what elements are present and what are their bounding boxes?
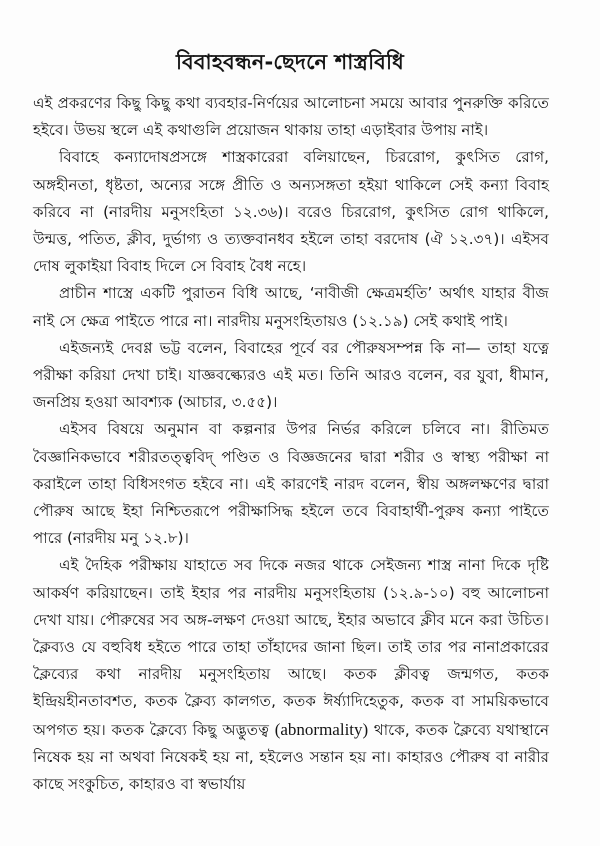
chapter-title: বিবাহবন্ধন-ছেদনে শাস্ত্রবিধি bbox=[175, 50, 405, 75]
paragraph-2: বিবাহে কন্যাদোষপ্রসঙ্গে শাস্ত্রকারেরা বলিয়াছেন, চিররোগ, কুৎসিত রোগ, অঙ্গহীনতা, ধৃষ্টতা, অন্যের সঙ্গে প্রীতি ও অন্যসঙ্গতা হইয়া থাকিলে সেই কন্যা বিবাহ করিবে না (নারদীয় মনুসংহিতা ১২.৩৬)। বরেও চিররোগ, কুৎসিত রোগ থাকিলে, উন্মত্ত, পতিত, ক্লীব, দুর্ভাগ্য ও ত্যক্তবানধব হইলে তাহা বরদোষ (ঐ ১২.৩৭)। এইসব দোষ লুকাইয়া বিবাহ দিলে সে বিবাহ বৈধ নহে। bbox=[33, 148, 549, 276]
paragraph-6-text-end: থাকে, কতক ক্লৈব্যে যথাস্থানে নিষেক হয় না অথবা নিষেকই হয় না, হইলেও সন্তান হয় না। কাহারও পৌরুষ বা নারীর কাছে সংকুচিত, কাহারও বা স্বভার্যায় bbox=[33, 720, 550, 794]
paragraph-1: এই প্রকরণের কিছু কিছু কথা ব্যবহার-নির্ণয়ের আলোচনা সময়ে আবার পুনরুক্তি করিতে হইবে। উভয় স্থলে এই কথাগুলি প্রয়োজন থাকায় তাহা এড়াইবার উপায় নাই। bbox=[33, 94, 549, 140]
paragraph-6-text-start: এই দৈহিক পরীক্ষায় যাহাতে সব দিকে নজর থাকে সেইজন্য শাস্ত্র নানা দিকে দৃষ্টি আকর্ষণ করিয়াছেন। তাই ইহার পর নারদীয় মনুসংহিতায় (১২.৯-১০) বহু আলোচনা দেখা যায়। পৌরুষের সব অঙ্গ-লক্ষণ দেওয়া আছে, ইহার অভাবে ক্লীব মনে করা উচিত। ক্লৈব্যও যে বহুবিধ হইতে পারে তাহা তাঁহাদের জানা ছিল। তাই তার পর নানাপ্রকারের ক্লৈব্যের কথা নারদীয় মনুসংহিতায় আছে। কতক ক্লীবত্ব জন্মগত, কতক ইন্দ্রিয়হীনতাবশত, কতক ক্লৈব্য কালগত, কতক ঈর্ষ্যাদিহেতুক, কতক বা সাময়িকভাবে অপগত হয়। কতক ক্লৈব্যে কিছু অদ্ভুতত্ব bbox=[33, 556, 549, 739]
paragraph-4: এইজন্যই দেবণ্ণ ভট্ট বলেন, বিবাহের পূর্বে বর পৌরুষসম্পন্ন কি না— তাহা যত্নে পরীক্ষা করিয়া দেখা চাই। যাজ্ঞবল্ক্যেরও এই মত। তিনি আরও বলেন, বর যুবা, ধীমান, জনপ্রিয় হওয়া আবশ্যক (আচার, ৩.৫৫)। bbox=[33, 338, 549, 412]
english-term-abnormality: (abnormality) bbox=[274, 719, 369, 739]
body-text bbox=[33, 90, 549, 798]
paragraph-5: এইসব বিষয়ে অনুমান বা কল্পনার উপর নির্ভর করিলে চলিবে না। রীতিমত বৈজ্ঞানিকভাবে শরীরতত্ত্ববিদ্ পণ্ডিত ও বিজ্ঞজনের দ্বারা শরীর ও স্বাস্থ্য পরীক্ষা না করাইলে তাহা বিধিসংগত হইবে না। এই কারণেই নারদ বলেন, স্বীয় অঙ্গলক্ষণের দ্বারা পৌরুষ আছে ইহা নিশ্চিতরূপে পরীক্ষাসিদ্ধ হইলে তবে বিবাহার্থী-পুরুষ কন্যা পাইতে পারে (নারদীয় মনু ১২.৮)। bbox=[33, 420, 549, 548]
paragraph-3: প্রাচীন শাস্ত্রে একটি পুরাতন বিধি আছে, ‘নাবীজী ক্ষেত্রমর্হতি’ অর্থাৎ যাহার বীজ নাই সে ক্ষেত্র পাইতে পারে না। নারদীয় মনুসংহিতায়ও (১২.১৯) সেই কথাই পাই। bbox=[33, 284, 549, 330]
paragraph-6 bbox=[33, 552, 549, 798]
